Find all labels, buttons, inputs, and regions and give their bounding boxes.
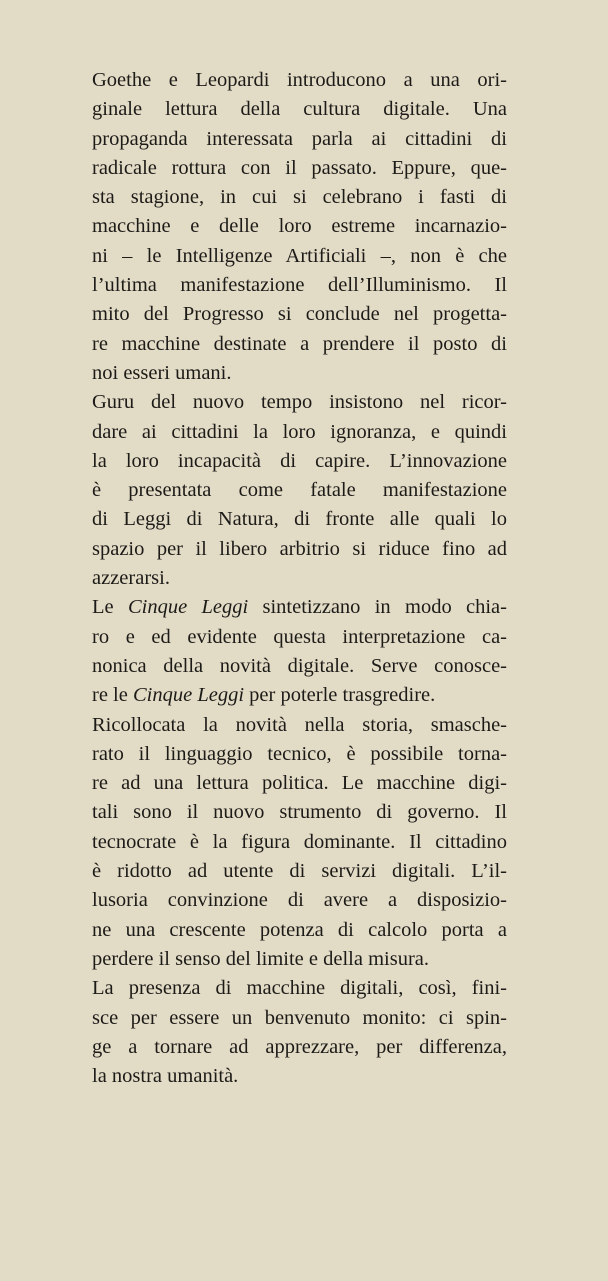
- text-line: la nostra umanità.: [92, 1065, 239, 1088]
- text-line: radicale rottura con il passato. Eppure, que-: [92, 156, 507, 179]
- text-line: re macchine destinate a prendere il posto di: [92, 332, 507, 355]
- text-line: La presenza di macchine digitali, così, fini-: [92, 977, 507, 1000]
- paragraph-1: [92, 66, 507, 388]
- text-line: [92, 681, 507, 710]
- text-run: sintetizzano in modo chia-: [248, 596, 507, 619]
- text-line: azzerarsi.: [92, 567, 170, 590]
- text-line: mito del Progresso si conclude nel progetta-: [92, 303, 507, 326]
- text-line: [92, 593, 507, 622]
- text-line: sce per essere un benvenuto monito: ci spin-: [92, 1006, 507, 1029]
- text-line: ge a tornare ad apprezzare, per differenza,: [92, 1035, 507, 1058]
- text-line: tali sono il nuovo strumento di governo. Il: [92, 801, 507, 824]
- text-line: ginale lettura della cultura digitale. Una: [92, 98, 507, 121]
- text-line: tecnocrate è la figura dominante. Il cittadino: [92, 830, 507, 853]
- text-line: propaganda interessata parla ai cittadini di: [92, 127, 507, 150]
- paragraph-4: [92, 711, 507, 975]
- text-line: lusoria convinzione di avere a disposizio-: [92, 889, 507, 912]
- text-line: perdere il senso del limite e della misura.: [92, 947, 429, 970]
- text-line: l’ultima manifestazione dell’Illuminismo. Il: [92, 274, 507, 297]
- text-line: è presentata come fatale manifestazione: [92, 479, 507, 502]
- text-line: re ad una lettura politica. Le macchine digi-: [92, 772, 507, 795]
- text-run: per poterle trasgredire.: [244, 684, 436, 707]
- text-line: Ricollocata la novità nella storia, smasche-: [92, 713, 507, 736]
- text-line: di Leggi di Natura, di fronte alle quali lo: [92, 508, 507, 531]
- text-line: [92, 652, 507, 681]
- text-line: Goethe e Leopardi introducono a una ori-: [92, 69, 507, 91]
- text-run: re le: [92, 684, 133, 707]
- text-line: spazio per il libero arbitrio si riduce fino ad: [92, 537, 507, 560]
- text-line: [92, 623, 507, 652]
- paragraph-5: [92, 974, 507, 1091]
- text-run: nonica della novità digitale. Serve conosce-: [92, 654, 507, 677]
- text-line: la loro incapacità di capire. L’innovazione: [92, 449, 507, 472]
- text-line: rato il linguaggio tecnico, è possibile torna-: [92, 742, 507, 765]
- text-line: dare ai cittadini la loro ignoranza, e quindi: [92, 420, 507, 443]
- text-run: Le: [92, 596, 128, 619]
- book-title-emphasis: Cinque Leggi: [132, 684, 245, 707]
- text-line: macchine e delle loro estreme incarnazio-: [92, 215, 507, 238]
- text-block: [92, 66, 507, 1091]
- text-line: sta stagione, in cui si celebrano i fasti di: [92, 186, 507, 209]
- text-line: Guru del nuovo tempo insistono nel ricor-: [92, 391, 507, 414]
- book-title-emphasis: Cinque Leggi: [127, 596, 249, 619]
- text-line: ni – le Intelligenze Artificiali –, non è che: [92, 244, 507, 267]
- text-line: è ridotto ad utente di servizi digitali. L’il-: [92, 860, 507, 883]
- paragraph-2: [92, 388, 507, 593]
- text-line: noi esseri umani.: [92, 361, 232, 384]
- text-run: ro e ed evidente questa interpretazione ca-: [92, 625, 507, 648]
- text-line: ne una crescente potenza di calcolo porta a: [92, 918, 507, 941]
- paragraph-3: [92, 593, 507, 710]
